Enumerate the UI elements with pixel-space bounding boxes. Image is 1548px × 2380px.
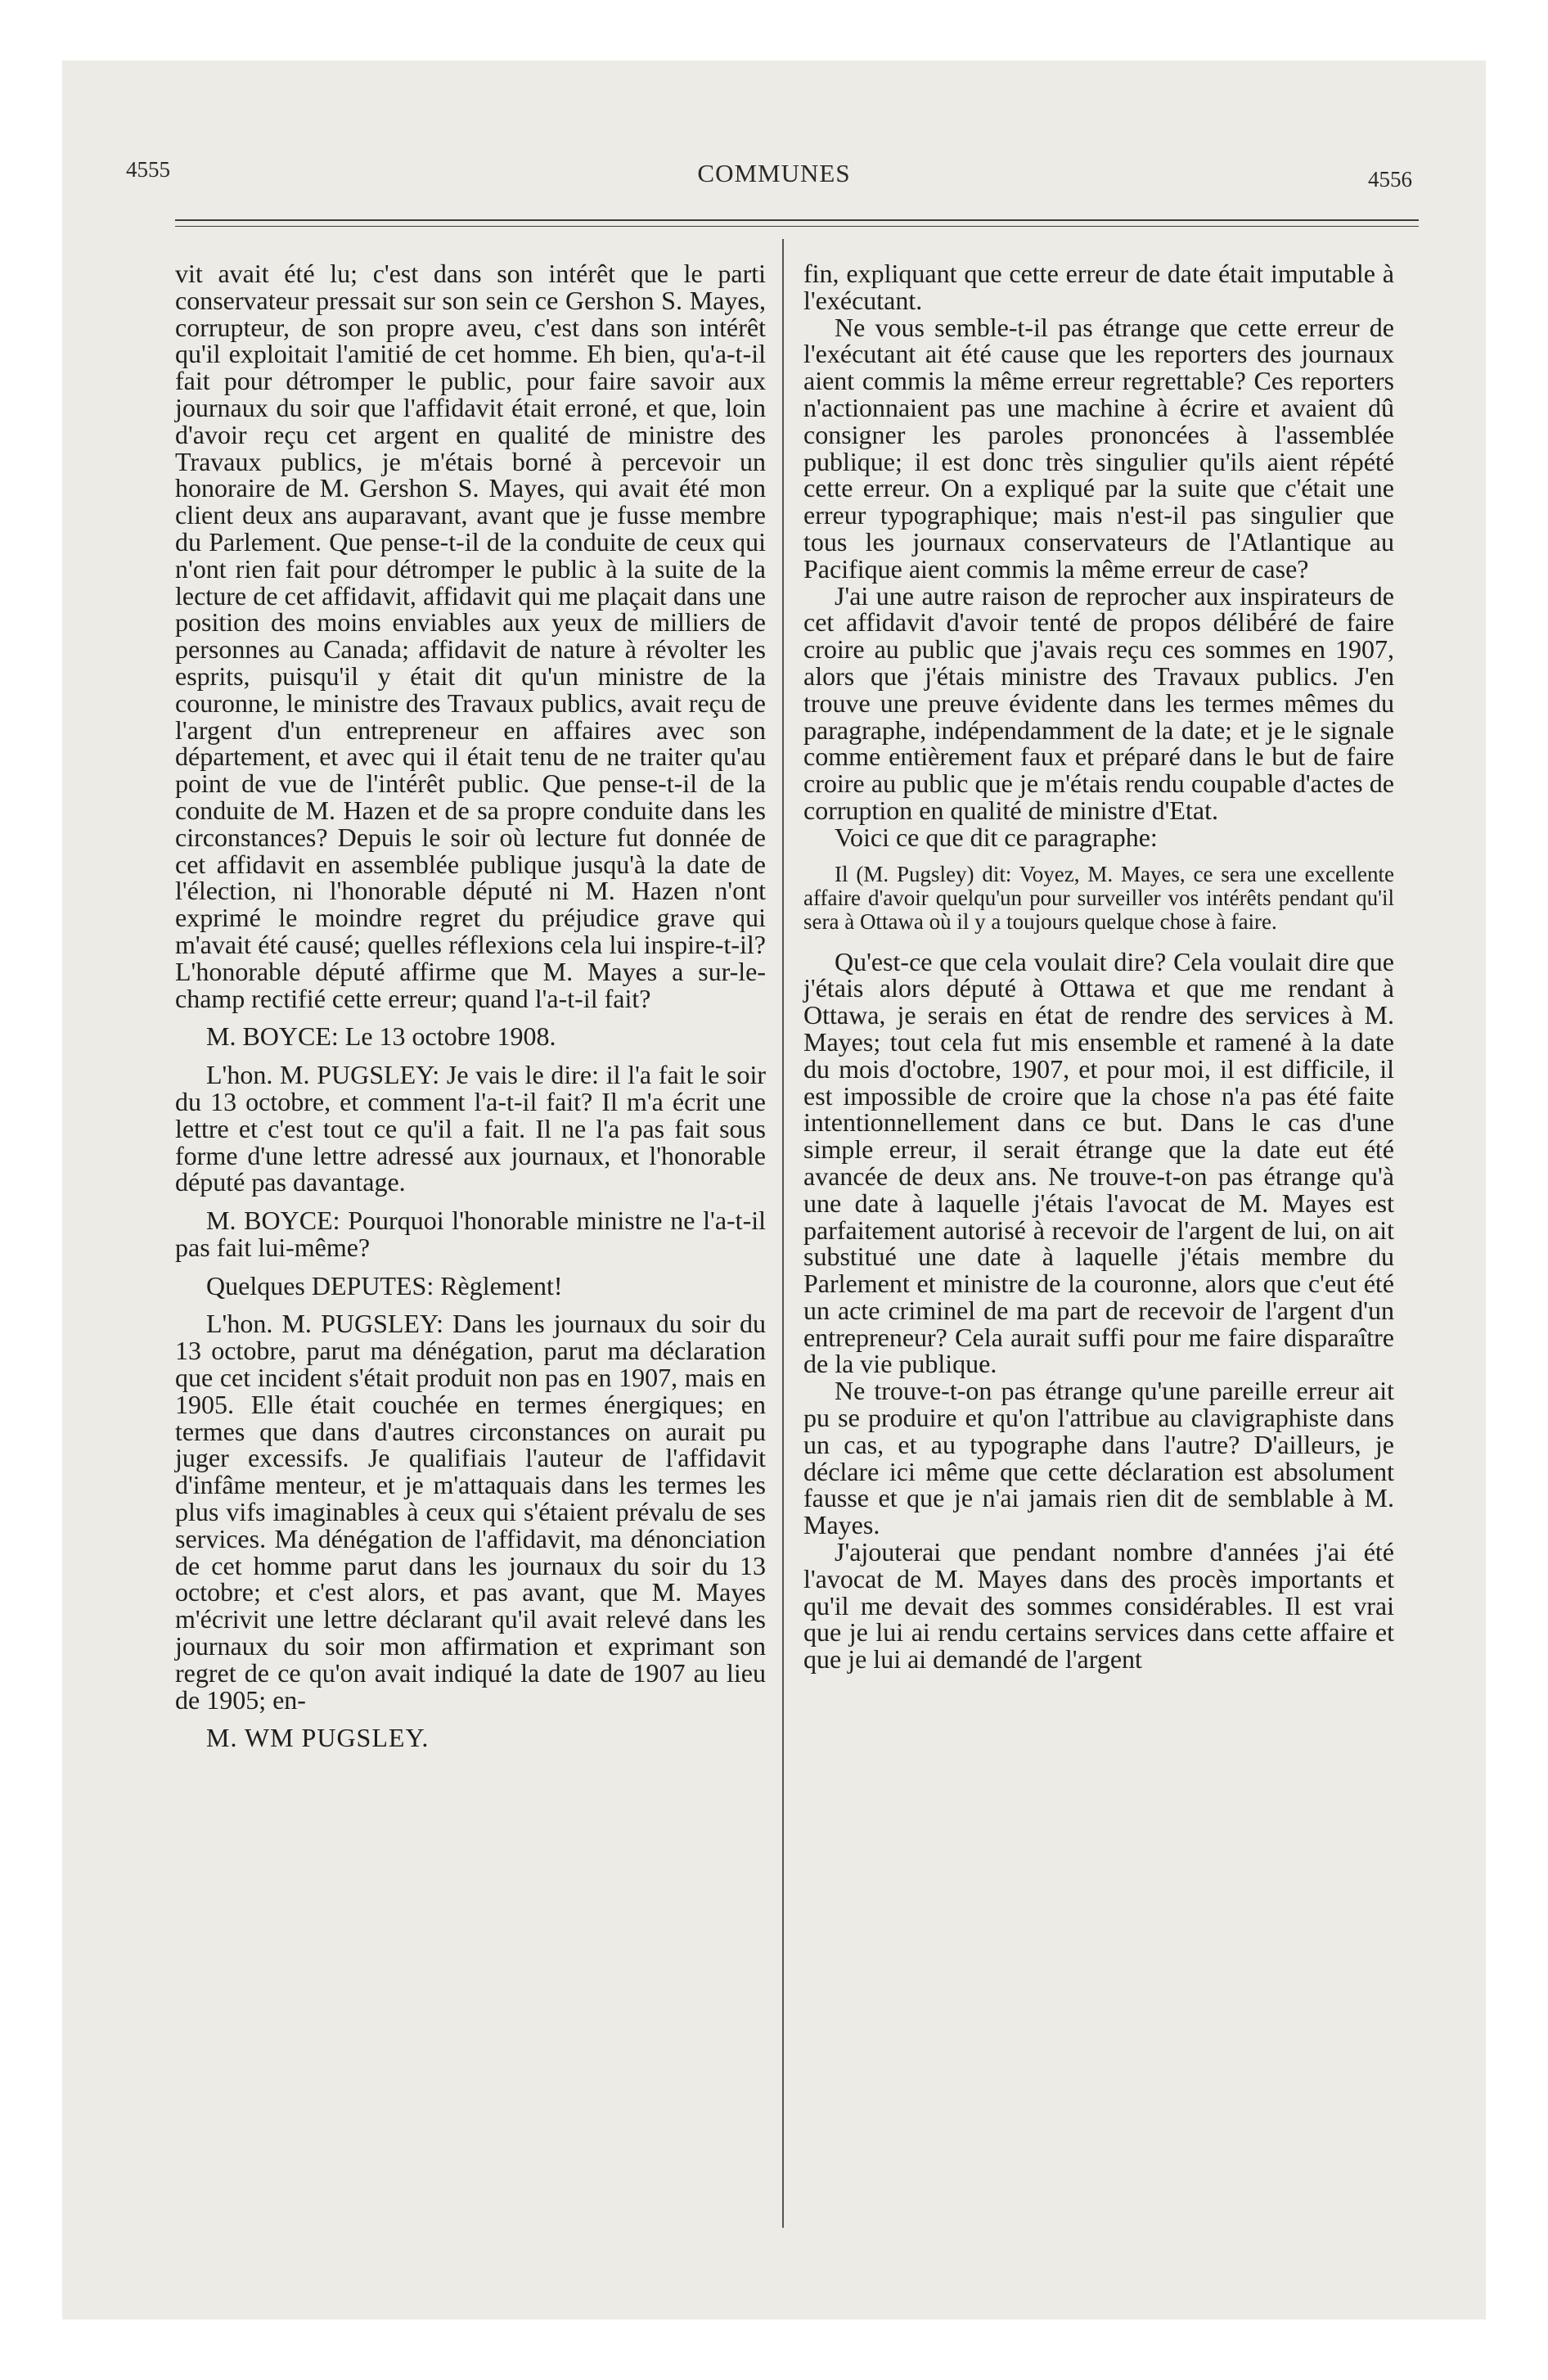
running-head-title: COMMUNES: [697, 159, 851, 187]
header-rule: [175, 219, 1419, 221]
paragraph: Voici ce que dit ce paragraphe:: [835, 822, 1158, 852]
speaker-paragraph: M. BOYCE: Le 13 octobre 1908.: [206, 1021, 556, 1052]
paragraph: J'ai une autre raison de reprocher aux inspirateurs de cet affidavit d'avoir tenté de propos délibéré de faire croire au public que j'avais reçu ces sommes en 1907, alors que j'étais ministre des Travaux publics. J'en trouve une preuve évidente dans les termes mêmes du paragraphe, indépendamment de la date; et je le signale comme entièrement faux et préparé dans le but de faire croire au public que je m'étais rendu coupable d'actes de corruption en qualité de ministre d'Etat.: [803, 580, 1394, 825]
left-column: [175, 260, 766, 1751]
page-number-left: 4555: [126, 157, 170, 182]
speaker-paragraph: L'hon. M. PUGSLEY: Je vais le dire: il l'a fait le soir du 13 octobre, et comment l'a-t-il fait? Il m'a écrit une lettre et c'est tout ce qu'il a fait. Il ne l'a pas fait sous forme d'une lettre adressé aux journaux, et l'honorable député pas davantage.: [175, 1060, 766, 1197]
paragraph: Ne trouve-t-on pas étrange qu'une pareille erreur ait pu se produire et qu'on l'attribue au clavigraphiste dans un cas, et au typographe dans l'autre? D'ailleurs, je déclare ici même que cette déclaration est absolument fausse et que je n'ai jamais rien dit de semblable à M. Mayes.: [803, 1376, 1394, 1540]
scanned-page: [62, 61, 1486, 2319]
page-number-right: 4556: [1368, 167, 1412, 192]
page-signature: M. WM PUGSLEY.: [206, 1723, 430, 1753]
speaker-paragraph: Quelques DEPUTES: Règlement!: [206, 1270, 563, 1300]
header-rule-thin: [175, 226, 1419, 227]
paragraph: Ne vous semble-t-il pas étrange que cette erreur de l'exécutant ait été cause que les reporters des journaux aient commis la même erreur regrettable? Ces reporters n'actionnaient pas une machine à écrire et avaient dû consigner les paroles prononcées à l'assemblée publique; il est donc très singulier qu'ils aient répété cette erreur. On a expliqué par la suite que c'était une erreur typographique; mais n'est-il pas singulier que tous les journaux conservateurs de l'Atlantique au Pacifique aient commis la même erreur de case?: [803, 312, 1394, 584]
right-column: [803, 260, 1394, 1673]
speaker-paragraph: M. BOYCE: Pourquoi l'honorable ministre ne l'a-t-il pas fait lui-même?: [175, 1206, 766, 1262]
paragraph: vit avait été lu; c'est dans son intérêt que le parti conservateur pressait sur son sein ce Gershon S. Mayes, corrupteur, de son propre aveu, c'est dans son intérêt qu'il exploitait l'amitié de cet homme. Eh bien, qu'a-t-il fait pour détromper le public, pour faire savoir aux journaux du soir que l'affidavit était erroné, et que, loin d'avoir reçu cet argent en qualité de ministre des Travaux publics, je m'étais borné à percevoir un honoraire de M. Gershon S. Mayes, qui avait été mon client deux ans auparavant, avant que je fusse membre du Parlement. Que pense-t-il de la conduite de ceux qui n'ont rien fait pour détromper le public à la suite de la lecture de cet affidavit, affidavit qui me plaçait dans une position des moins enviables aux yeux de milliers de personnes au Canada; affidavit de nature à révolter les esprits, puisqu'il y était dit qu'un ministre de la couronne, le ministre des Travaux publics, avait reçu de l'argent d'un entrepreneur en affaires avec son département, et avec qui il était tenu de ne traiter qu'au point de vue de l'intérêt public. Que pense-t-il de la conduite de M. Hazen et de sa propre conduite dans les circonstances? Depuis le soir où lecture fut donnée de cet affidavit en assemblée publique jusqu'à la date de l'élection, ni l'honorable député ni M. Hazen n'ont exprimé le moindre regret du préjudice grave qui m'avait été causé; quelles réflexions cela lui inspire-t-il? L'honorable député affirme que M. Mayes a sur-le-champ rectifié cette erreur; quand l'a-t-il fait?: [175, 259, 766, 1013]
column-divider: [782, 239, 784, 2228]
paragraph: Qu'est-ce que cela voulait dire? Cela voulait dire que j'étais alors député à Ottawa et que me rendant à Ottawa, je serais en état de rendre des services à M. Mayes; tout cela fut mis ensemble et ramené à la date du mois d'octobre, 1907, et pour moi, il est difficile, il est impossible de croire que la chose n'a pas été faite intentionnellement dans ce but. Dans le cas d'une simple erreur, il serait étrange que la date eut été avancée de deux ans. Ne trouve-t-on pas étrange qu'à une date à laquelle j'étais l'avocat de M. Mayes est parfaitement autorisé à recevoir de l'argent de lui, on ait substitué une date à laquelle j'étais membre du Parlement et ministre de la couronne, alors que c'eut été un acte criminel de ma part de recevoir de l'argent d'un entrepreneur? Cela aurait suffi pour me faire disparaître de la vie publique.: [803, 946, 1394, 1379]
paragraph: J'ajouterai que pendant nombre d'années j'ai été l'avocat de M. Mayes dans des procès importants et qu'il me devait des sommes considérables. Il est vrai que je lui ai rendu certains services dans cette affaire et que je lui ai demandé de l'argent: [803, 1537, 1394, 1675]
paragraph: fin, expliquant que cette erreur de date était imputable à l'exécutant.: [803, 259, 1394, 315]
speaker-paragraph: L'hon. M. PUGSLEY: Dans les journaux du soir du 13 octobre, parut ma dénégation, parut ma déclaration que cet incident s'était produit non pas en 1907, mais en 1905. Elle était couchée en termes énergiques; en termes que dans d'autres circonstances on aurait pu juger excessifs. Je qualifiais l'auteur de l'affidavit d'infâme menteur, et je m'attaquais dans les termes les plus vifs imaginables à ceux qui s'étaient prévalu de ses services. Ma dénégation de l'affidavit, ma dénonciation de cet homme parut dans les journaux du soir du 13 octobre; et c'est alors, et pas avant, que M. Mayes m'écrivit une lettre déclarant qu'il avait relevé dans les journaux du soir mon affirmation et exprimant son regret de ce qu'on avait indiqué la date de 1907 au lieu de 1905; en-: [175, 1309, 766, 1715]
block-quote: Il (M. Pugsley) dit: Voyez, M. Mayes, ce sera une excellente affaire d'avoir quelqu'un pour surveiller vos intérêts pendant qu'il sera à Ottawa où il y a toujours quelque chose à faire.: [803, 861, 1394, 934]
